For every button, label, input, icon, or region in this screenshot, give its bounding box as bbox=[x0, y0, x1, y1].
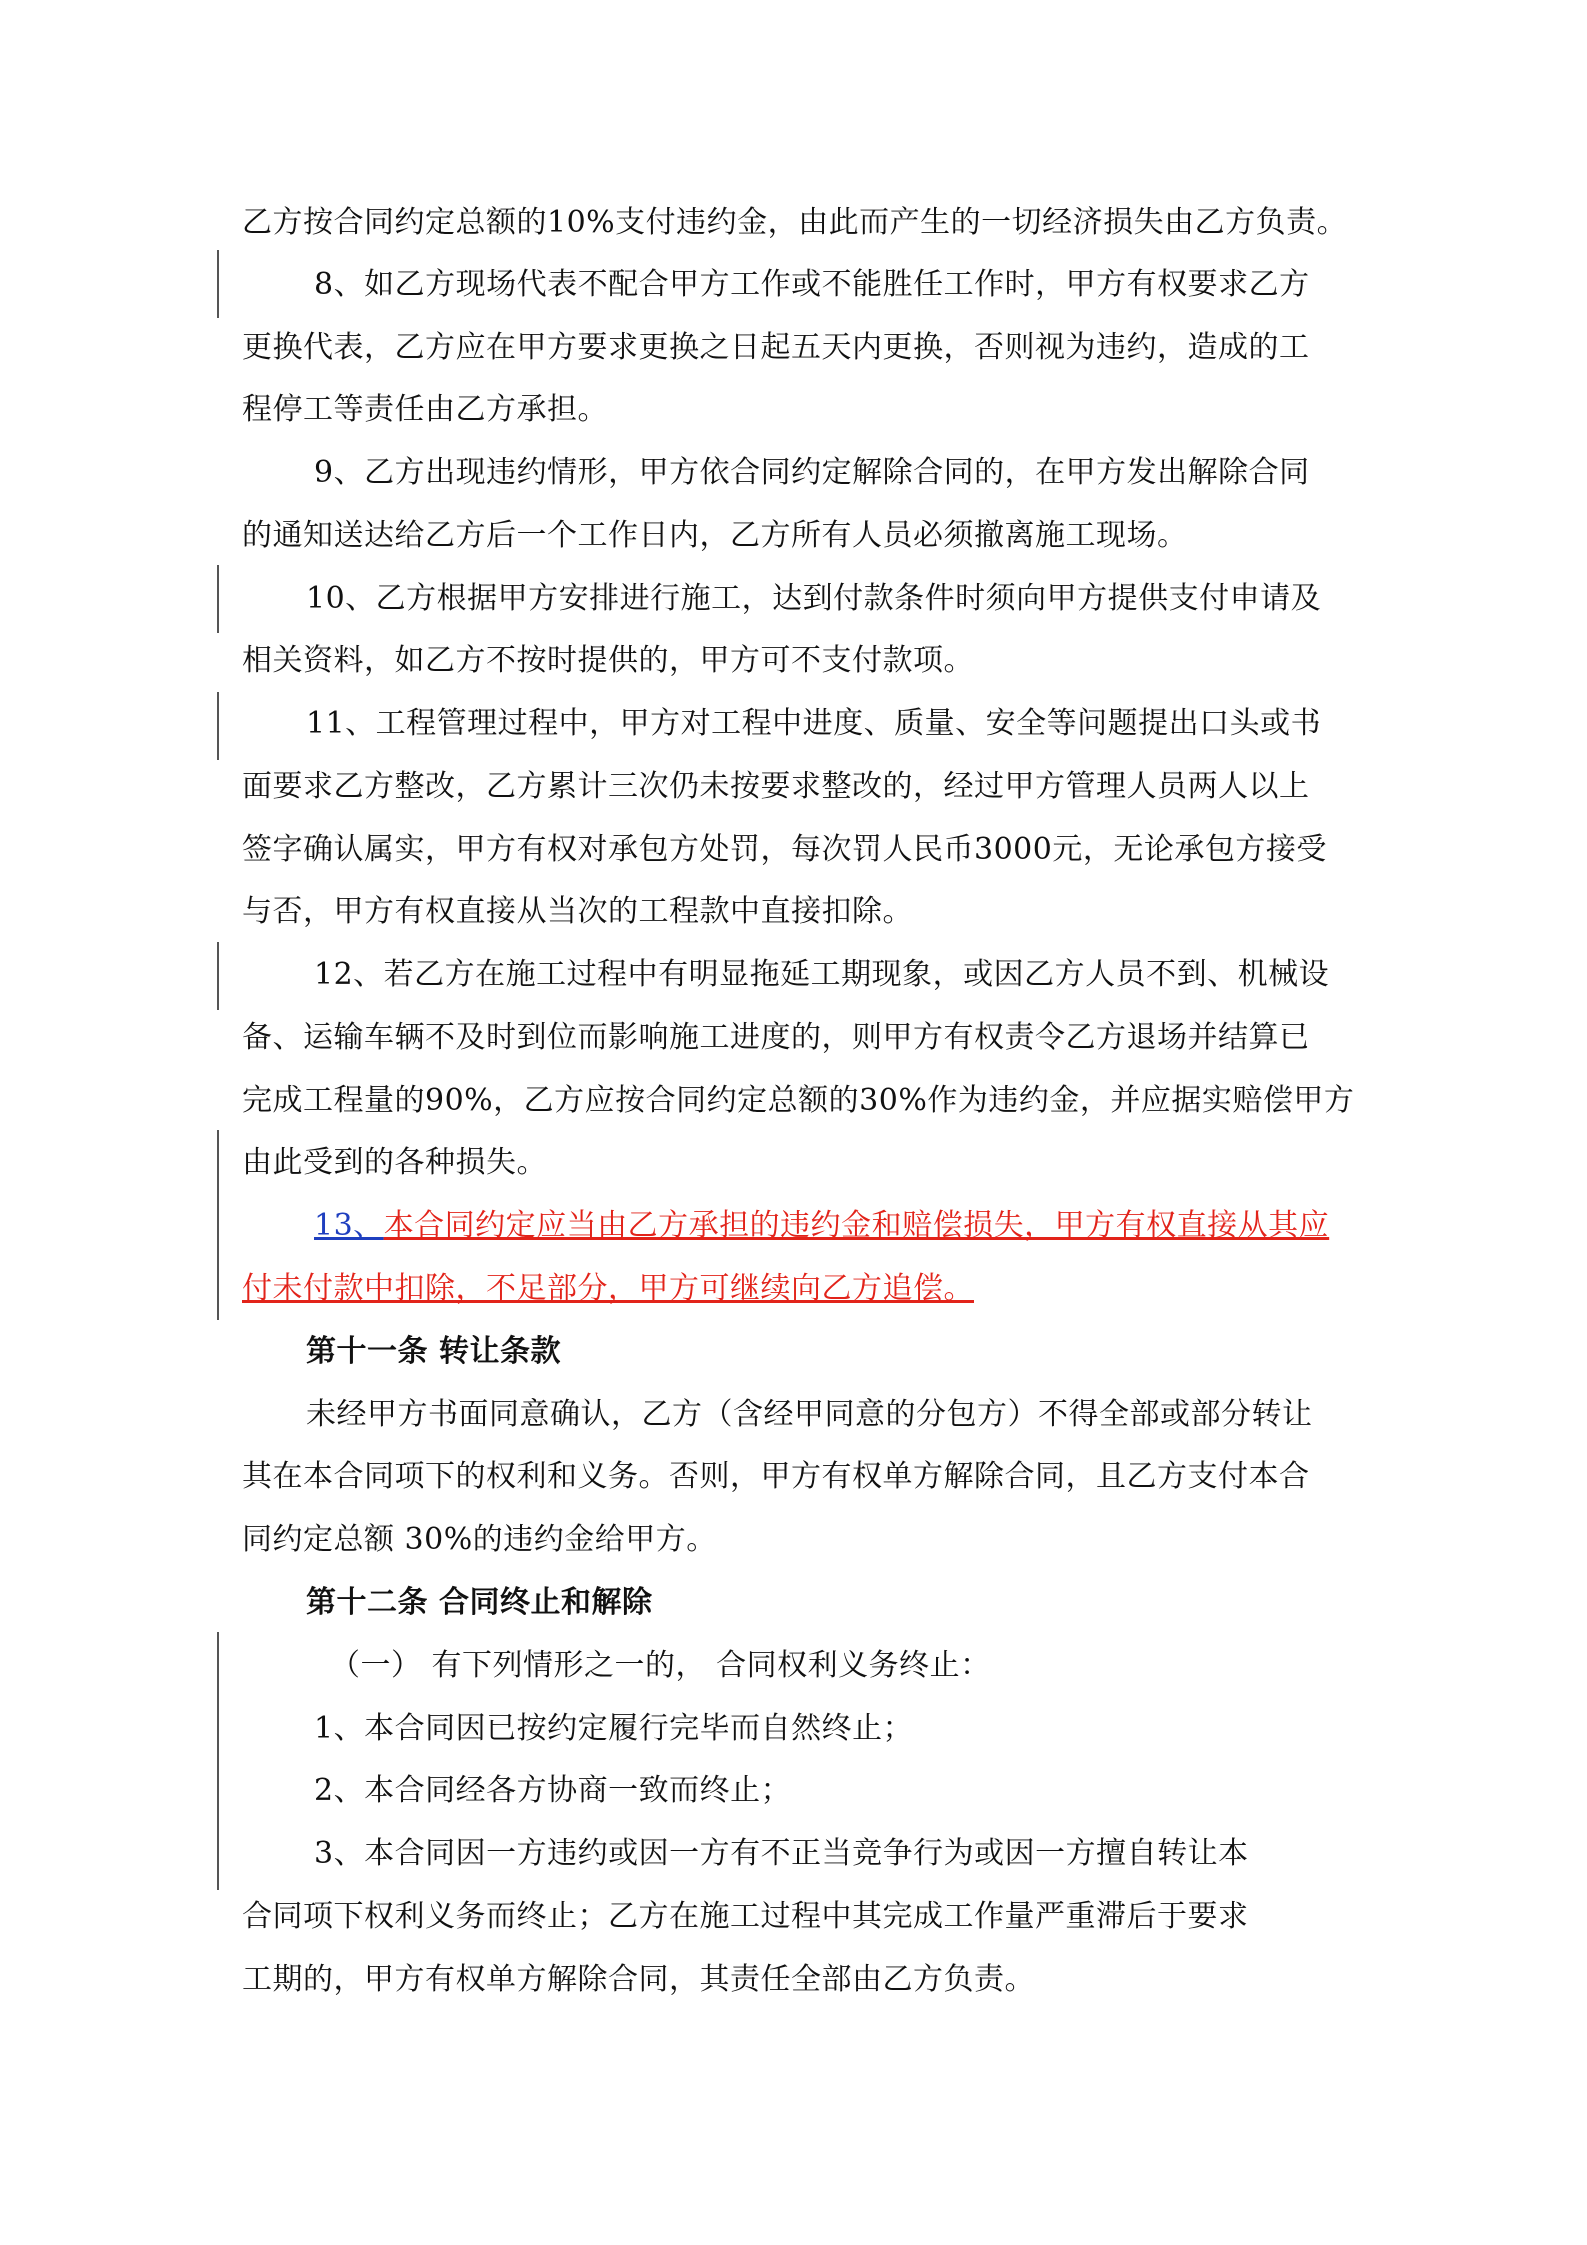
paragraph-line: 乙方按合同约定总额的10%支付违约金，由此而产生的一切经济损失由乙方负责。 bbox=[242, 205, 1348, 240]
paragraph-line: 工期的，甲方有权单方解除合同，其责任全部由乙方负责。 bbox=[242, 1962, 1035, 1997]
paragraph-line: 的通知送达给乙方后一个工作日内，乙方所有人员必须撤离施工现场。 bbox=[242, 518, 1188, 553]
clause-10-line: 10、乙方根据甲方安排进行施工，达到付款条件时须向甲方提供支付申请及 bbox=[306, 581, 1322, 616]
paragraph-line: 签字确认属实，甲方有权对承包方处罚，每次罚人民币3000元，无论承包方接受 bbox=[242, 832, 1327, 867]
paragraph-line: 面要求乙方整改，乙方累计三次仍未按要求整改的，经过甲方管理人员两人以上 bbox=[242, 769, 1310, 804]
paragraph-line: 备、运输车辆不及时到位而影响施工进度的，则甲方有权责令乙方退场并结算已 bbox=[242, 1020, 1310, 1055]
paragraph-line: 未经甲方书面同意确认，乙方（含经甲同意的分包方）不得全部或部分转让 bbox=[306, 1397, 1313, 1432]
paragraph-line: 合同项下权利义务而终止；乙方在施工过程中其完成工作量严重滞后于要求 bbox=[242, 1899, 1249, 1934]
revision-bar bbox=[217, 1632, 219, 1890]
paragraph-line: 其在本合同项下的权利和义务。否则，甲方有权单方解除合同，且乙方支付本合 bbox=[242, 1459, 1310, 1494]
paragraph-line: 程停工等责任由乙方承担。 bbox=[242, 392, 608, 427]
revision-bar bbox=[217, 565, 219, 633]
clause-13-inserted-line: 付未付款中扣除，不足部分，甲方可继续向乙方追偿。 bbox=[242, 1271, 974, 1306]
clause-8-line: 8、如乙方现场代表不配合甲方工作或不能胜任工作时，甲方有权要求乙方 bbox=[314, 267, 1310, 302]
list-item: 2、本合同经各方协商一致而终止； bbox=[314, 1773, 792, 1808]
paragraph-line: 同约定总额 30%的违约金给甲方。 bbox=[242, 1522, 717, 1557]
clause-12-line: 12、若乙方在施工过程中有明显拖延工期现象，或因乙方人员不到、机械设 bbox=[314, 957, 1330, 992]
paragraph-line: 由此受到的各种损失。 bbox=[242, 1145, 547, 1180]
paragraph-line: 完成工程量的90%，乙方应按合同约定总额的30%作为违约金，并应据实赔偿甲方 bbox=[242, 1083, 1355, 1118]
paragraph-line: 相关资料，如乙方不按时提供的，甲方可不支付款项。 bbox=[242, 643, 974, 678]
list-item: 1、本合同因已按约定履行完毕而自然终止； bbox=[314, 1711, 914, 1746]
subsection-heading: （一） 有下列情形之一的， 合同权利义务终止： bbox=[330, 1648, 991, 1683]
revision-bar bbox=[217, 1130, 219, 1320]
clause-9-line: 9、乙方出现违约情形，甲方依合同约定解除合同的，在甲方发出解除合同 bbox=[314, 455, 1310, 490]
clause-13-text: 本合同约定应当由乙方承担的违约金和赔偿损失，甲方有权直接从其应 bbox=[383, 1208, 1330, 1243]
revision-bar bbox=[217, 692, 219, 760]
paragraph-line: 更换代表，乙方应在甲方要求更换之日起五天内更换，否则视为违约，造成的工 bbox=[242, 330, 1310, 365]
article-11-heading: 第十一条 转让条款 bbox=[306, 1334, 561, 1369]
article-12-heading: 第十二条 合同终止和解除 bbox=[306, 1585, 653, 1620]
revision-bar bbox=[217, 250, 219, 318]
list-item: 3、本合同因一方违约或因一方有不正当竞争行为或因一方擅自转让本 bbox=[314, 1836, 1249, 1871]
clause-13-number: 13、 bbox=[314, 1208, 384, 1243]
clause-11-line: 11、工程管理过程中，甲方对工程中进度、质量、安全等问题提出口头或书 bbox=[306, 706, 1322, 741]
revision-bar bbox=[217, 942, 219, 1010]
paragraph-line: 与否，甲方有权直接从当次的工程款中直接扣除。 bbox=[242, 894, 913, 929]
clause-13-inserted-line bbox=[314, 1206, 1372, 1250]
